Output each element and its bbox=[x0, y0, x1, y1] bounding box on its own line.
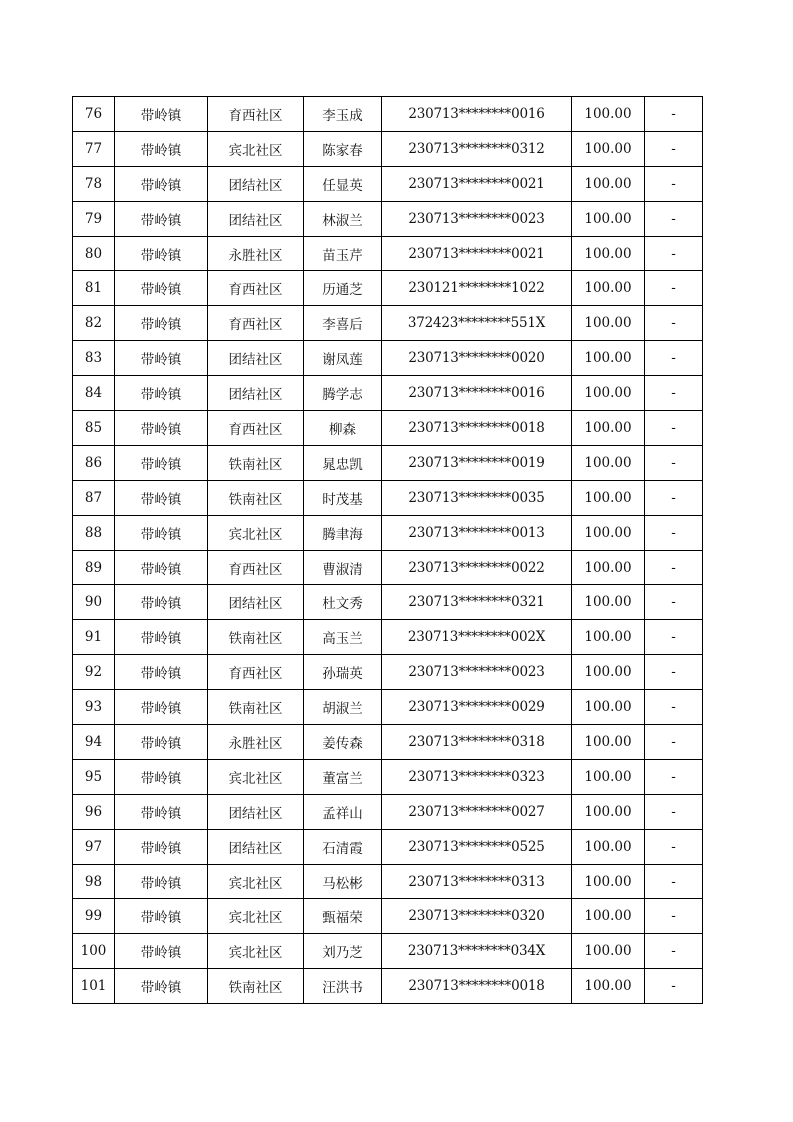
table-row bbox=[73, 620, 703, 655]
name-cell: 杜文秀 bbox=[304, 585, 382, 620]
town-cell: 带岭镇 bbox=[115, 236, 208, 271]
row-number-cell: 97 bbox=[73, 829, 115, 864]
note-cell: - bbox=[645, 480, 703, 515]
community-cell: 宾北社区 bbox=[208, 899, 304, 934]
note-cell: - bbox=[645, 725, 703, 760]
note-cell: - bbox=[645, 515, 703, 550]
row-number-cell: 81 bbox=[73, 271, 115, 306]
table-row bbox=[73, 515, 703, 550]
community-cell: 育西社区 bbox=[208, 97, 304, 132]
town-cell: 带岭镇 bbox=[115, 550, 208, 585]
community-cell: 宾北社区 bbox=[208, 864, 304, 899]
table-row bbox=[73, 759, 703, 794]
amount-cell: 100.00 bbox=[572, 236, 645, 271]
name-cell: 苗玉芹 bbox=[304, 236, 382, 271]
row-number-cell: 76 bbox=[73, 97, 115, 132]
id-number-cell: 230713********0016 bbox=[382, 376, 572, 411]
table-row bbox=[73, 899, 703, 934]
town-cell: 带岭镇 bbox=[115, 829, 208, 864]
amount-cell: 100.00 bbox=[572, 655, 645, 690]
community-cell: 育西社区 bbox=[208, 271, 304, 306]
amount-cell: 100.00 bbox=[572, 620, 645, 655]
table-row bbox=[73, 97, 703, 132]
amount-cell: 100.00 bbox=[572, 899, 645, 934]
community-cell: 宾北社区 bbox=[208, 934, 304, 969]
community-cell: 团结社区 bbox=[208, 376, 304, 411]
amount-cell: 100.00 bbox=[572, 864, 645, 899]
note-cell: - bbox=[645, 899, 703, 934]
id-number-cell: 230713********0013 bbox=[382, 515, 572, 550]
id-number-cell: 230713********0321 bbox=[382, 585, 572, 620]
table-row bbox=[73, 341, 703, 376]
table-row bbox=[73, 201, 703, 236]
id-number-cell: 230713********0022 bbox=[382, 550, 572, 585]
community-cell: 宾北社区 bbox=[208, 515, 304, 550]
note-cell: - bbox=[645, 97, 703, 132]
town-cell: 带岭镇 bbox=[115, 864, 208, 899]
id-number-cell: 372423********551X bbox=[382, 306, 572, 341]
community-cell: 铁南社区 bbox=[208, 445, 304, 480]
community-cell: 团结社区 bbox=[208, 585, 304, 620]
name-cell: 孙瑞英 bbox=[304, 655, 382, 690]
community-cell: 育西社区 bbox=[208, 655, 304, 690]
name-cell: 胡淑兰 bbox=[304, 690, 382, 725]
amount-cell: 100.00 bbox=[572, 131, 645, 166]
id-number-cell: 230713********0029 bbox=[382, 690, 572, 725]
name-cell: 晁忠凯 bbox=[304, 445, 382, 480]
town-cell: 带岭镇 bbox=[115, 166, 208, 201]
amount-cell: 100.00 bbox=[572, 445, 645, 480]
row-number-cell: 82 bbox=[73, 306, 115, 341]
town-cell: 带岭镇 bbox=[115, 794, 208, 829]
note-cell: - bbox=[645, 411, 703, 446]
table-row bbox=[73, 934, 703, 969]
amount-cell: 100.00 bbox=[572, 725, 645, 760]
note-cell: - bbox=[645, 236, 703, 271]
name-cell: 石清霞 bbox=[304, 829, 382, 864]
note-cell: - bbox=[645, 131, 703, 166]
note-cell: - bbox=[645, 445, 703, 480]
table-row bbox=[73, 445, 703, 480]
community-cell: 团结社区 bbox=[208, 341, 304, 376]
name-cell: 汪洪书 bbox=[304, 969, 382, 1004]
note-cell: - bbox=[645, 759, 703, 794]
table-row bbox=[73, 480, 703, 515]
community-cell: 团结社区 bbox=[208, 166, 304, 201]
id-number-cell: 230713********0021 bbox=[382, 166, 572, 201]
name-cell: 林淑兰 bbox=[304, 201, 382, 236]
row-number-cell: 92 bbox=[73, 655, 115, 690]
town-cell: 带岭镇 bbox=[115, 655, 208, 690]
table-row bbox=[73, 725, 703, 760]
community-cell: 宾北社区 bbox=[208, 759, 304, 794]
table-row bbox=[73, 550, 703, 585]
table-row bbox=[73, 411, 703, 446]
amount-cell: 100.00 bbox=[572, 690, 645, 725]
note-cell: - bbox=[645, 376, 703, 411]
town-cell: 带岭镇 bbox=[115, 515, 208, 550]
note-cell: - bbox=[645, 166, 703, 201]
name-cell: 时茂基 bbox=[304, 480, 382, 515]
note-cell: - bbox=[645, 794, 703, 829]
row-number-cell: 90 bbox=[73, 585, 115, 620]
row-number-cell: 80 bbox=[73, 236, 115, 271]
amount-cell: 100.00 bbox=[572, 480, 645, 515]
amount-cell: 100.00 bbox=[572, 515, 645, 550]
table-row bbox=[73, 864, 703, 899]
id-number-cell: 230713********0320 bbox=[382, 899, 572, 934]
row-number-cell: 91 bbox=[73, 620, 115, 655]
community-cell: 团结社区 bbox=[208, 794, 304, 829]
row-number-cell: 100 bbox=[73, 934, 115, 969]
row-number-cell: 83 bbox=[73, 341, 115, 376]
note-cell: - bbox=[645, 550, 703, 585]
community-cell: 铁南社区 bbox=[208, 620, 304, 655]
amount-cell: 100.00 bbox=[572, 306, 645, 341]
table-row bbox=[73, 794, 703, 829]
row-number-cell: 94 bbox=[73, 725, 115, 760]
row-number-cell: 84 bbox=[73, 376, 115, 411]
name-cell: 高玉兰 bbox=[304, 620, 382, 655]
town-cell: 带岭镇 bbox=[115, 620, 208, 655]
id-number-cell: 230713********0016 bbox=[382, 97, 572, 132]
row-number-cell: 89 bbox=[73, 550, 115, 585]
id-number-cell: 230713********034X bbox=[382, 934, 572, 969]
town-cell: 带岭镇 bbox=[115, 899, 208, 934]
note-cell: - bbox=[645, 306, 703, 341]
amount-cell: 100.00 bbox=[572, 411, 645, 446]
name-cell: 腾聿海 bbox=[304, 515, 382, 550]
amount-cell: 100.00 bbox=[572, 969, 645, 1004]
town-cell: 带岭镇 bbox=[115, 969, 208, 1004]
id-number-cell: 230713********0318 bbox=[382, 725, 572, 760]
amount-cell: 100.00 bbox=[572, 341, 645, 376]
amount-cell: 100.00 bbox=[572, 759, 645, 794]
beneficiary-table bbox=[72, 96, 703, 1004]
table-row bbox=[73, 969, 703, 1004]
amount-cell: 100.00 bbox=[572, 376, 645, 411]
name-cell: 柳森 bbox=[304, 411, 382, 446]
town-cell: 带岭镇 bbox=[115, 376, 208, 411]
table-row bbox=[73, 166, 703, 201]
name-cell: 谢凤莲 bbox=[304, 341, 382, 376]
town-cell: 带岭镇 bbox=[115, 725, 208, 760]
id-number-cell: 230121********1022 bbox=[382, 271, 572, 306]
table-row bbox=[73, 585, 703, 620]
amount-cell: 100.00 bbox=[572, 271, 645, 306]
town-cell: 带岭镇 bbox=[115, 445, 208, 480]
name-cell: 陈家春 bbox=[304, 131, 382, 166]
row-number-cell: 87 bbox=[73, 480, 115, 515]
name-cell: 孟祥山 bbox=[304, 794, 382, 829]
row-number-cell: 98 bbox=[73, 864, 115, 899]
town-cell: 带岭镇 bbox=[115, 201, 208, 236]
name-cell: 李玉成 bbox=[304, 97, 382, 132]
town-cell: 带岭镇 bbox=[115, 97, 208, 132]
community-cell: 永胜社区 bbox=[208, 725, 304, 760]
note-cell: - bbox=[645, 585, 703, 620]
community-cell: 育西社区 bbox=[208, 306, 304, 341]
note-cell: - bbox=[645, 620, 703, 655]
id-number-cell: 230713********0019 bbox=[382, 445, 572, 480]
row-number-cell: 93 bbox=[73, 690, 115, 725]
town-cell: 带岭镇 bbox=[115, 480, 208, 515]
note-cell: - bbox=[645, 655, 703, 690]
community-cell: 铁南社区 bbox=[208, 690, 304, 725]
note-cell: - bbox=[645, 829, 703, 864]
community-cell: 团结社区 bbox=[208, 201, 304, 236]
table-body bbox=[73, 97, 703, 1004]
id-number-cell: 230713********0313 bbox=[382, 864, 572, 899]
name-cell: 董富兰 bbox=[304, 759, 382, 794]
name-cell: 李喜后 bbox=[304, 306, 382, 341]
row-number-cell: 95 bbox=[73, 759, 115, 794]
town-cell: 带岭镇 bbox=[115, 341, 208, 376]
community-cell: 宾北社区 bbox=[208, 131, 304, 166]
note-cell: - bbox=[645, 969, 703, 1004]
note-cell: - bbox=[645, 934, 703, 969]
amount-cell: 100.00 bbox=[572, 585, 645, 620]
table-row bbox=[73, 306, 703, 341]
row-number-cell: 77 bbox=[73, 131, 115, 166]
row-number-cell: 79 bbox=[73, 201, 115, 236]
town-cell: 带岭镇 bbox=[115, 759, 208, 794]
row-number-cell: 78 bbox=[73, 166, 115, 201]
amount-cell: 100.00 bbox=[572, 794, 645, 829]
town-cell: 带岭镇 bbox=[115, 131, 208, 166]
id-number-cell: 230713********0018 bbox=[382, 411, 572, 446]
name-cell: 马松彬 bbox=[304, 864, 382, 899]
town-cell: 带岭镇 bbox=[115, 585, 208, 620]
id-number-cell: 230713********0525 bbox=[382, 829, 572, 864]
id-number-cell: 230713********0312 bbox=[382, 131, 572, 166]
id-number-cell: 230713********0323 bbox=[382, 759, 572, 794]
table-row bbox=[73, 829, 703, 864]
name-cell: 历通芝 bbox=[304, 271, 382, 306]
community-cell: 铁南社区 bbox=[208, 969, 304, 1004]
id-number-cell: 230713********0027 bbox=[382, 794, 572, 829]
amount-cell: 100.00 bbox=[572, 550, 645, 585]
table-row bbox=[73, 271, 703, 306]
table-row bbox=[73, 236, 703, 271]
note-cell: - bbox=[645, 341, 703, 376]
id-number-cell: 230713********0018 bbox=[382, 969, 572, 1004]
row-number-cell: 86 bbox=[73, 445, 115, 480]
note-cell: - bbox=[645, 201, 703, 236]
note-cell: - bbox=[645, 271, 703, 306]
id-number-cell: 230713********0023 bbox=[382, 655, 572, 690]
name-cell: 刘乃芝 bbox=[304, 934, 382, 969]
community-cell: 育西社区 bbox=[208, 411, 304, 446]
amount-cell: 100.00 bbox=[572, 201, 645, 236]
name-cell: 腾学志 bbox=[304, 376, 382, 411]
amount-cell: 100.00 bbox=[572, 934, 645, 969]
note-cell: - bbox=[645, 864, 703, 899]
id-number-cell: 230713********002X bbox=[382, 620, 572, 655]
town-cell: 带岭镇 bbox=[115, 690, 208, 725]
amount-cell: 100.00 bbox=[572, 829, 645, 864]
community-cell: 育西社区 bbox=[208, 550, 304, 585]
row-number-cell: 99 bbox=[73, 899, 115, 934]
id-number-cell: 230713********0021 bbox=[382, 236, 572, 271]
row-number-cell: 96 bbox=[73, 794, 115, 829]
town-cell: 带岭镇 bbox=[115, 411, 208, 446]
table-row bbox=[73, 376, 703, 411]
name-cell: 甄福荣 bbox=[304, 899, 382, 934]
id-number-cell: 230713********0035 bbox=[382, 480, 572, 515]
town-cell: 带岭镇 bbox=[115, 306, 208, 341]
amount-cell: 100.00 bbox=[572, 97, 645, 132]
row-number-cell: 88 bbox=[73, 515, 115, 550]
row-number-cell: 85 bbox=[73, 411, 115, 446]
name-cell: 曹淑清 bbox=[304, 550, 382, 585]
note-cell: - bbox=[645, 690, 703, 725]
community-cell: 永胜社区 bbox=[208, 236, 304, 271]
table-row bbox=[73, 690, 703, 725]
row-number-cell: 101 bbox=[73, 969, 115, 1004]
community-cell: 团结社区 bbox=[208, 829, 304, 864]
table-row bbox=[73, 655, 703, 690]
name-cell: 姜传森 bbox=[304, 725, 382, 760]
community-cell: 铁南社区 bbox=[208, 480, 304, 515]
amount-cell: 100.00 bbox=[572, 166, 645, 201]
town-cell: 带岭镇 bbox=[115, 271, 208, 306]
id-number-cell: 230713********0023 bbox=[382, 201, 572, 236]
town-cell: 带岭镇 bbox=[115, 934, 208, 969]
name-cell: 任显英 bbox=[304, 166, 382, 201]
table-row bbox=[73, 131, 703, 166]
id-number-cell: 230713********0020 bbox=[382, 341, 572, 376]
